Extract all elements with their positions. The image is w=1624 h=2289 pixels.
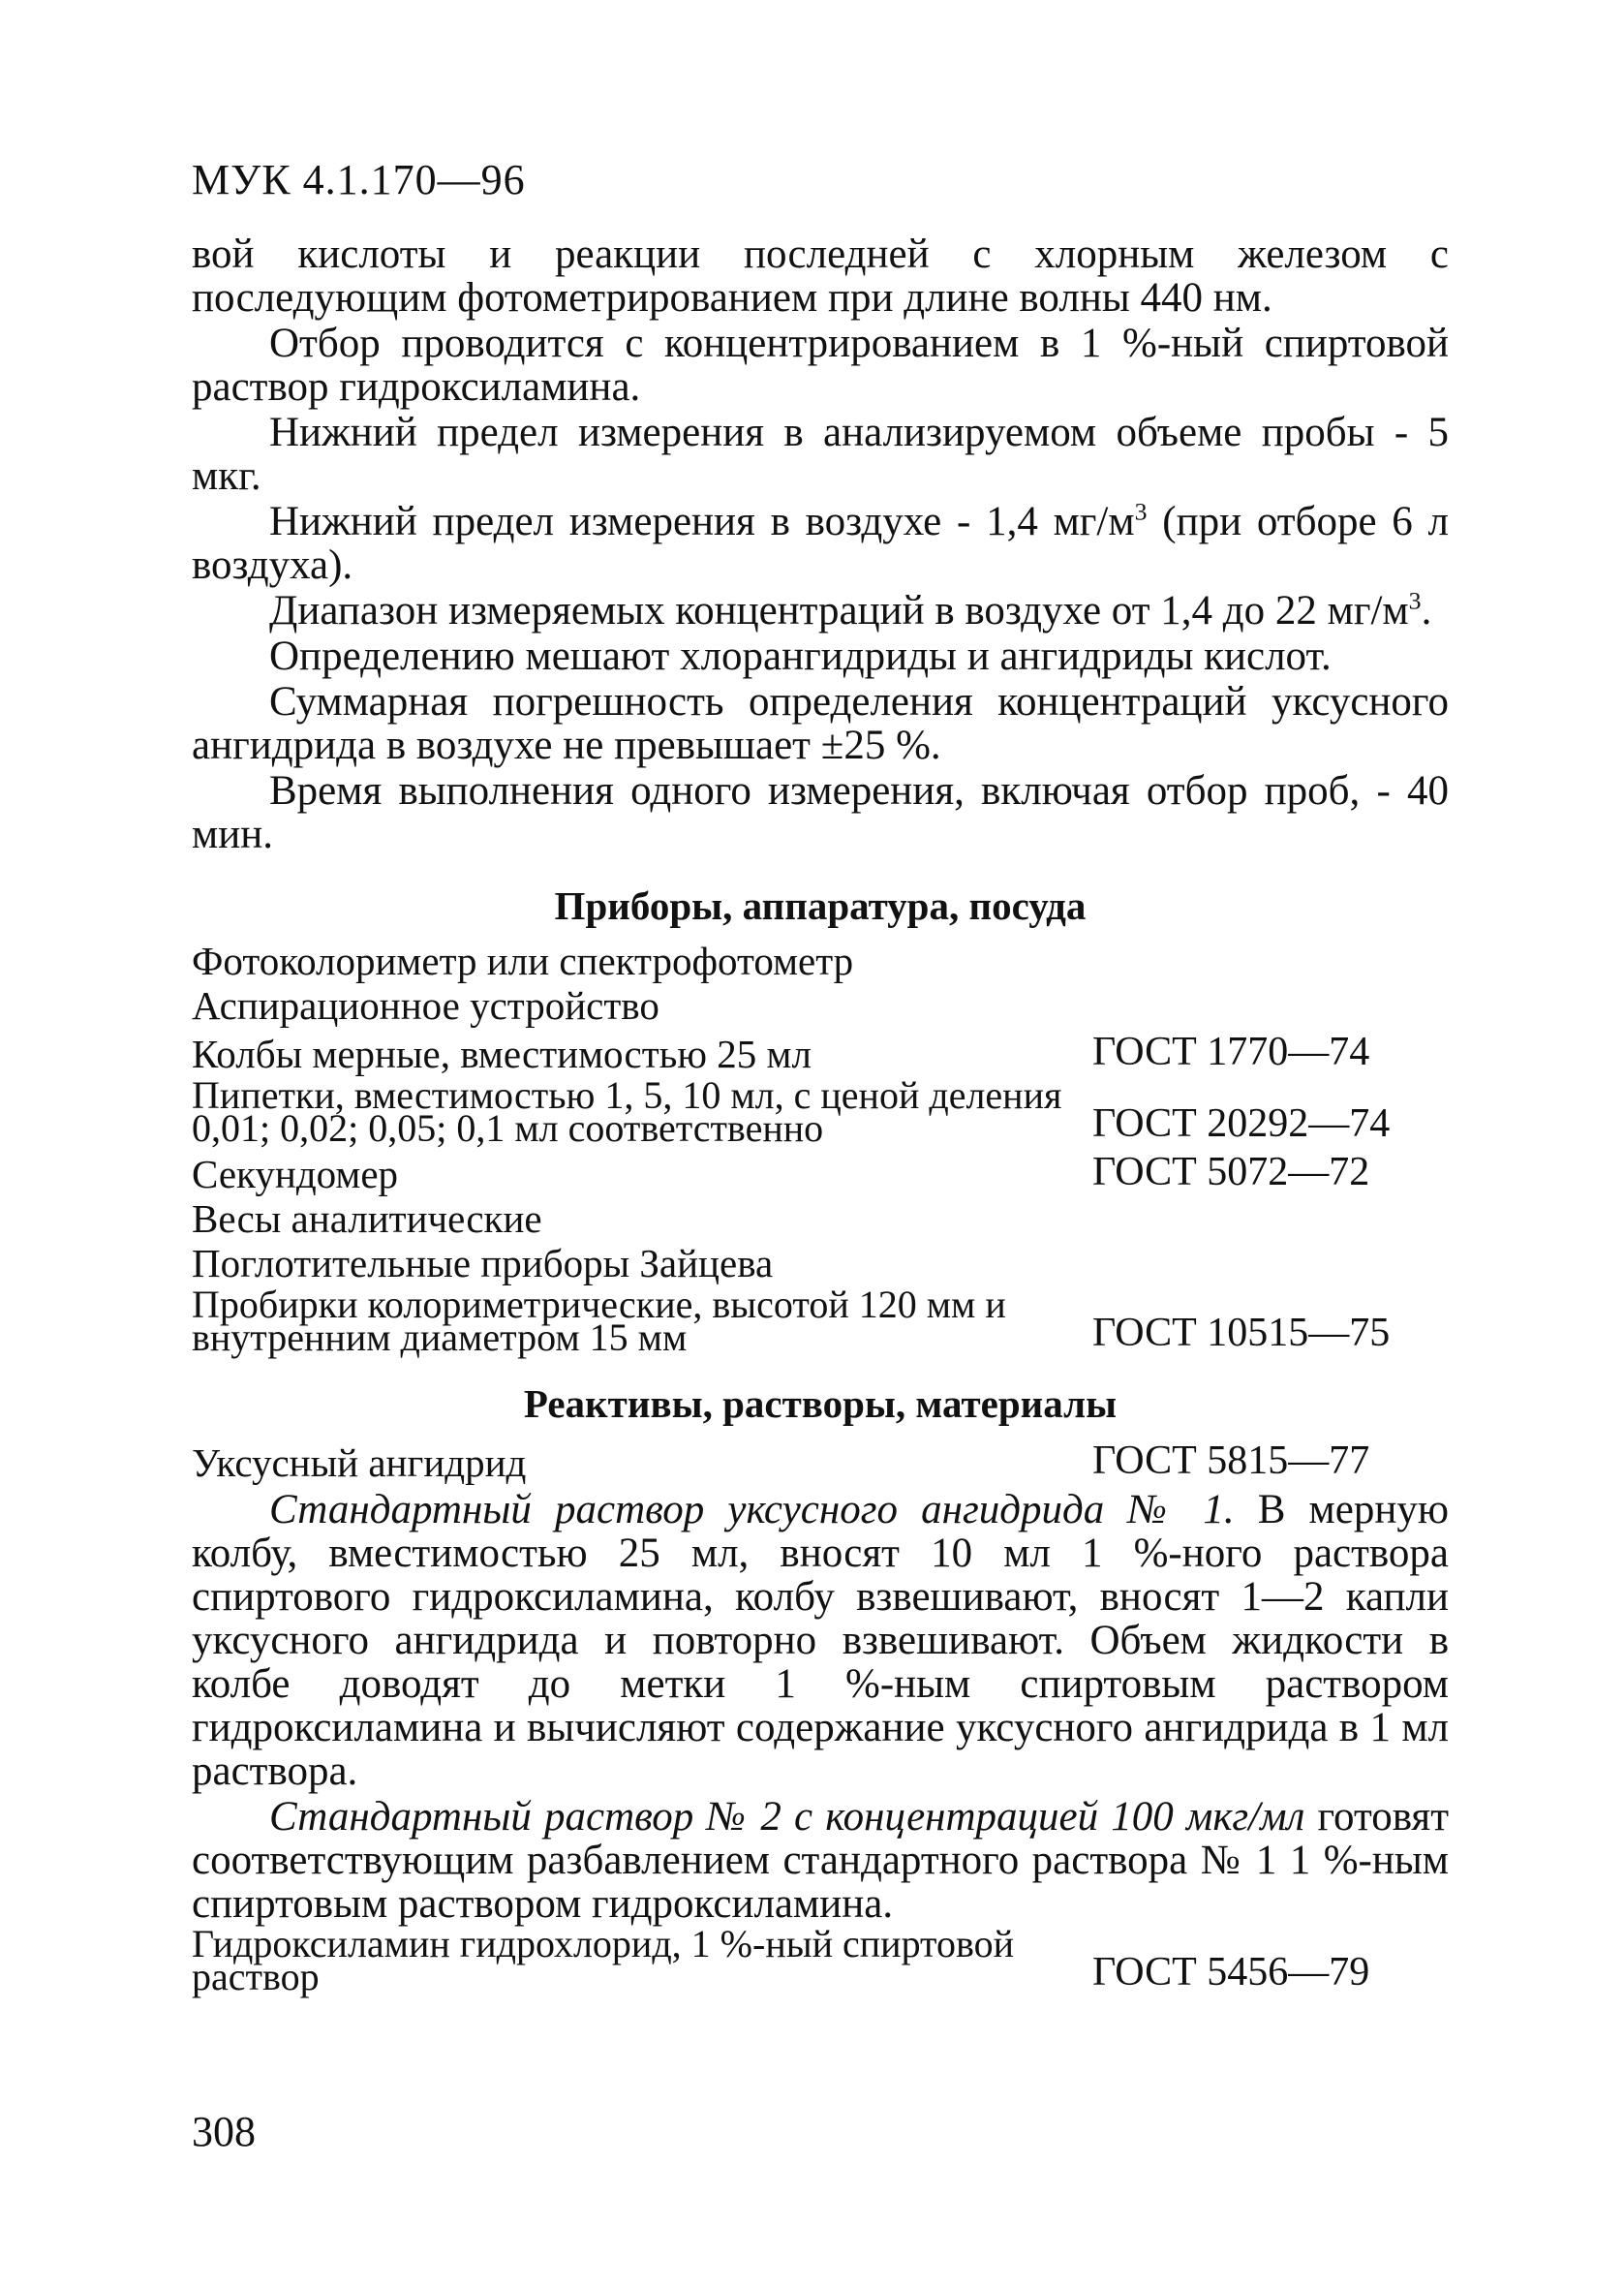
equipment-item-gost: ГОСТ 10515—75 xyxy=(1092,1311,1391,1355)
reagent-item xyxy=(192,1922,1449,1998)
equipment-item-gost: ГОСТ 1770—74 xyxy=(1092,1030,1370,1074)
paragraph-range xyxy=(192,586,1449,634)
equipment-item-gost: ГОСТ 5072—72 xyxy=(1092,1150,1370,1194)
heading-reagents: Реактивы, растворы, материалы xyxy=(523,1381,1118,1426)
paragraph-lower-limit-air-text: Нижний предел измерения в воздухе - 1,4 мг/м xyxy=(269,499,1135,544)
reagent-item xyxy=(192,1438,1449,1485)
paragraph-range-text: Диапазон измеряемых концентраций в воздухе от 1,4 до 22 мг/м xyxy=(269,588,1409,634)
document-code: МУК 4.1.170—96 xyxy=(192,156,526,203)
equipment-item xyxy=(192,1196,1449,1241)
equipment-item-name: Аспирационное устройство xyxy=(192,983,659,1028)
equipment-list xyxy=(192,939,1449,1359)
equipment-item-name: Весы аналитические xyxy=(192,1196,542,1241)
paragraph-lower-limit-air xyxy=(192,497,1449,588)
paragraph-error: Суммарная погрешность определения концентраций уксусного ангидрида в воздухе не превышает ±25 %. xyxy=(192,679,1449,768)
equipment-item-name: Фотоколориметр или спектрофотометр xyxy=(192,939,854,983)
reagent-item-name: Гидроксиламин гидрохлорид, 1 %-ный спиртовой раствор xyxy=(192,1922,1015,1998)
equipment-item xyxy=(192,1241,1449,1285)
paragraph-standard-solution-1 xyxy=(192,1488,1449,1793)
paragraph-range-tail: . xyxy=(1421,588,1432,634)
heading-equipment: Приборы, аппаратура, посуда xyxy=(554,883,1087,928)
paragraph-standard-solution-2 xyxy=(192,1795,1449,1926)
equipment-item xyxy=(192,983,1449,1028)
standard-solution-2-text: готовят соответствующим разбавлением стандартного раствора № 1 1 %-ным спиртовым раствором гидроксиламина. xyxy=(192,1794,1450,1927)
equipment-item-name: Пипетки, вместимостью 1, 5, 10 мл, с ценой деления 0,01; 0,02; 0,05; 0,1 мл соответственно xyxy=(192,1073,1062,1150)
standard-solution-1-text: В мерную колбу, вместимостью 25 мл, вносят 10 мл 1 %-ного раствора спиртового гидроксиламина, колбу взвешивают, вносят 1—2 капли уксусного ангидрида и повторно взвешивают. Объем жидкости в колбе доводят до метки 1 %-ным спиртовым раствором гидроксиламина и вычисляют содержание уксусного ангидрида в 1 мл раствора. xyxy=(192,1487,1449,1794)
equipment-item xyxy=(192,1030,1449,1076)
equipment-item-name: Пробирки колориметрические, высотой 120 мм и внутренним диаметром 15 мм xyxy=(192,1283,1006,1359)
standard-solution-1-title: Стандартный раствор уксусного ангидрида № 1. xyxy=(269,1487,1235,1532)
paragraph-lower-limit-air-tail: (при отборе 6 л воздуха). xyxy=(192,499,1449,588)
paragraph-method-intro: вой кислоты и реакции последней с хлорным железом с последующим фотометрированием при длине волны 440 нм. xyxy=(192,232,1449,321)
equipment-item-name: Секундомер xyxy=(192,1152,399,1196)
reagent-item-gost: ГОСТ 5815—77 xyxy=(1092,1438,1370,1483)
paragraph-lower-limit-sample: Нижний предел измерения в анализируемом объеме пробы - 5 мкг. xyxy=(192,410,1449,499)
superscript-cubic: 3 xyxy=(1408,586,1422,615)
equipment-item-gost: ГОСТ 20292—74 xyxy=(1092,1101,1391,1146)
equipment-item xyxy=(192,1073,1449,1150)
paragraph-duration: Время выполнения одного измерения, включая отбор проб, - 40 мин. xyxy=(192,768,1449,857)
equipment-item-name: Поглотительные приборы Зайцева xyxy=(192,1241,774,1285)
standard-solution-2-title: Стандартный раствор № 2 с концентрацией 100 мкг/мл xyxy=(269,1794,1305,1840)
paragraph-sampling: Отбор проводится с концентрированием в 1 %-ный спиртовой раствор гидроксиламина. xyxy=(192,321,1449,410)
page-number: 308 xyxy=(192,2108,256,2155)
equipment-item-name: Колбы мерные, вместимостью 25 мл xyxy=(192,1032,812,1076)
equipment-item xyxy=(192,1283,1449,1359)
equipment-item xyxy=(192,939,1449,983)
paragraph-interference: Определению мешают хлорангидриды и ангидриды кислот. xyxy=(269,634,1332,679)
reagent-item-gost: ГОСТ 5456—79 xyxy=(1092,1950,1370,1995)
equipment-item xyxy=(192,1150,1449,1196)
superscript-cubic: 3 xyxy=(1134,497,1148,526)
document-body xyxy=(192,232,1449,1999)
reagent-item-name: Уксусный ангидрид xyxy=(192,1440,527,1485)
